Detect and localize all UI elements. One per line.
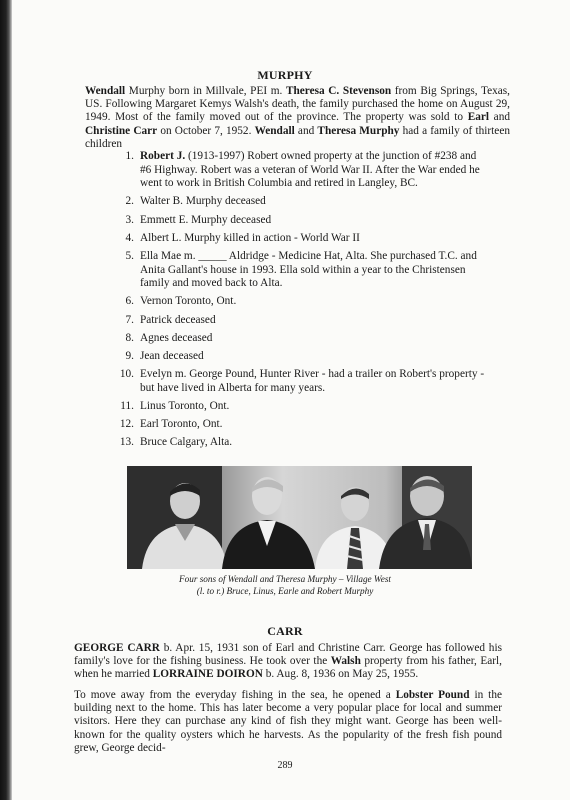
- child-list-item: [108, 332, 488, 346]
- list-number: 5.: [125, 249, 134, 262]
- text-run: Vernon Toronto, Ont.: [140, 295, 237, 308]
- child-list-item: [108, 195, 488, 209]
- bold-name-text: LORRAINE DOIRON: [152, 668, 263, 681]
- bold-name-text: Theresa Murphy: [317, 124, 400, 137]
- child-list-item: [108, 436, 488, 450]
- bold-name-text: Wendall: [85, 85, 126, 97]
- list-number: 2.: [125, 195, 134, 208]
- child-list-item: [108, 295, 488, 309]
- bold-name-text: Earl: [467, 111, 490, 124]
- text-run: (1913-1997) Robert owned property at the junction of #238 and #6 Highway. Robert was a veteran of World War II. After the War ended he went to work in British Columbia and retired in Langley, BC.: [140, 150, 480, 190]
- text-run: Evelyn m. George Pound, Hunter River - had a trailer on Robert's property - but have lived in Alberta for many years.: [140, 368, 485, 394]
- list-number: 1.: [125, 150, 134, 162]
- bold-name-text: Walsh: [330, 655, 361, 668]
- list-number: 11.: [120, 399, 134, 412]
- text-run: Agnes deceased: [140, 331, 213, 344]
- carr-heading: CARR: [267, 624, 303, 638]
- bold-name-text: Christine Carr: [85, 124, 158, 137]
- child-list-item: [108, 400, 488, 414]
- list-number: 8.: [125, 331, 134, 344]
- list-number: 7.: [125, 313, 134, 326]
- text-run: b. Aug. 8, 1936 on May 25, 1955.: [262, 668, 419, 681]
- text-run: Albert L. Murphy killed in action - World War II: [140, 231, 360, 244]
- carr-paragraph-2: [74, 689, 502, 755]
- photo-image: [127, 466, 472, 569]
- child-list-item: [108, 350, 488, 364]
- bold-name-text: GEORGE CARR: [74, 642, 160, 654]
- text-run: Patrick deceased: [140, 313, 216, 326]
- child-list-item: [108, 250, 488, 291]
- carr-paragraph-1: [74, 642, 502, 682]
- photo-caption-line2: (l. to r.) Bruce, Linus, Earle and Robert Murphy: [196, 586, 374, 596]
- murphy-intro-paragraph: [85, 85, 510, 151]
- text-run: had a family of thirteen children: [85, 124, 510, 150]
- bold-name-text: Theresa C. Stevenson: [285, 85, 392, 97]
- list-number: 13.: [119, 436, 134, 449]
- bold-name-text: Wendall: [254, 124, 295, 137]
- murphy-sons-photo: [127, 466, 472, 569]
- child-list-item: [108, 232, 488, 246]
- child-list-item: [108, 368, 488, 395]
- text-run: from Big Springs, Texas, US. Following Margaret Kemys Walsh's death, the family purchased the home on August 29, 1949. Most of the family moved out of the province. The property was sold to: [85, 85, 510, 124]
- murphy-heading: MURPHY: [257, 68, 313, 82]
- text-run: To move away from the everyday fishing in the sea, he opened a: [74, 689, 396, 701]
- child-list-item: [108, 150, 488, 191]
- list-number: 6.: [125, 295, 134, 308]
- text-run: on October 7, 1952.: [157, 124, 255, 137]
- bold-name-text: Robert J.: [140, 150, 186, 162]
- list-number: 3.: [125, 213, 134, 226]
- text-run: property from his father, Earl, when he married: [74, 655, 502, 681]
- list-number: 9.: [125, 349, 134, 362]
- text-run: Ella Mae m. _____ Aldridge - Medicine Hat, Alta. She purchased T.C. and Anita Gallant's house in 1993. Ella sold within a year to the Christensen family and moved back to Alta.: [140, 249, 477, 290]
- list-number: 4.: [125, 231, 134, 244]
- text-run: Walter B. Murphy deceased: [140, 195, 266, 208]
- child-list-item: [108, 214, 488, 228]
- text-run: Bruce Calgary, Alta.: [140, 436, 233, 449]
- text-run: and: [489, 111, 510, 124]
- list-number: 12.: [119, 418, 134, 431]
- child-list-item: [108, 314, 488, 328]
- text-run: Earl Toronto, Ont.: [140, 418, 223, 431]
- text-run: Emmett E. Murphy deceased: [140, 213, 272, 226]
- page-number: 289: [277, 760, 293, 771]
- text-run: and: [294, 124, 318, 137]
- photo-caption-line1: Four sons of Wendall and Theresa Murphy – Village West: [179, 574, 391, 584]
- text-run: b. Apr. 15, 1931 son of Earl and Christine Carr. George has followed his family's love for the fishing business. He took over the: [74, 642, 502, 668]
- text-run: Linus Toronto, Ont.: [140, 399, 230, 412]
- child-list-item: [108, 418, 488, 432]
- list-number: 10.: [119, 368, 134, 381]
- text-run: in the building next to the home. This has later become a very popular place for local and summer visitors. Here they can purchase any kind of fish they might want. George has been well-known for the quality oysters which he harvests. As the popularity of the fresh fish pound grew, George decid-: [74, 689, 502, 754]
- text-run: Jean deceased: [140, 349, 204, 362]
- murphy-children-list: [108, 150, 488, 454]
- text-run: Murphy born in Millvale, PEI m.: [125, 85, 286, 97]
- bold-name-text: Lobster Pound: [395, 689, 470, 701]
